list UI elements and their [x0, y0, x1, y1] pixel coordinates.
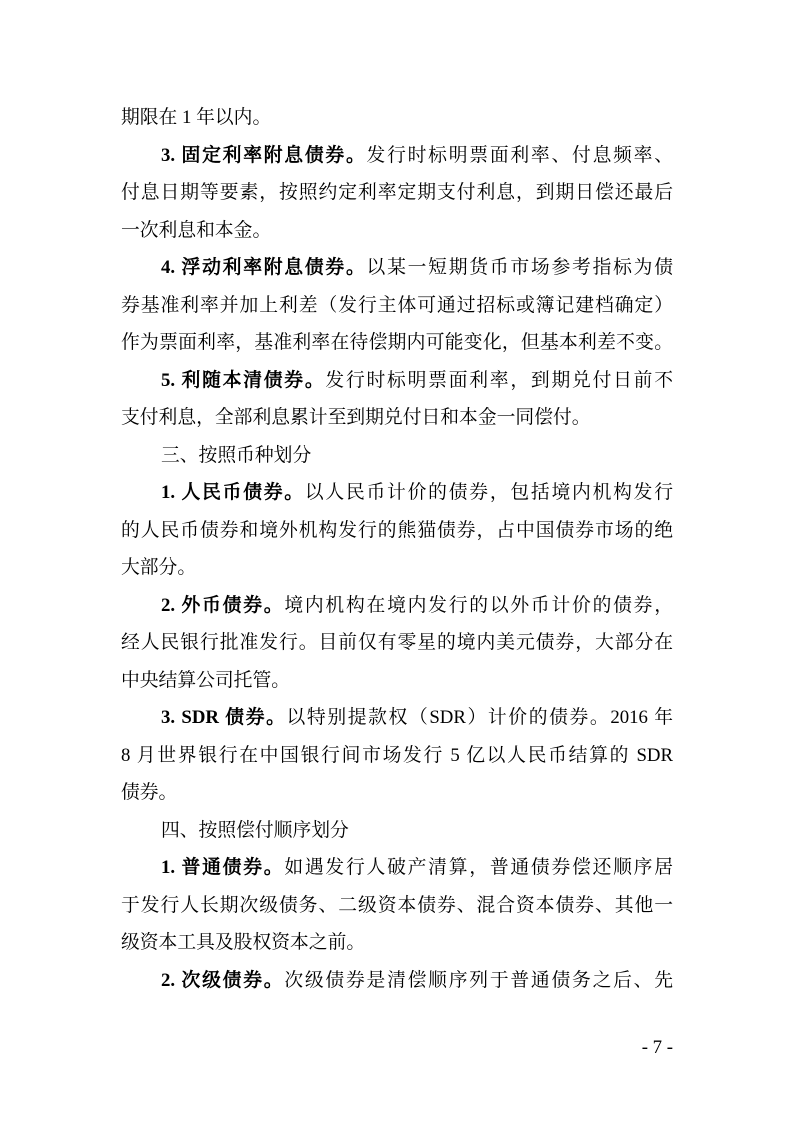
text-line [121, 174, 673, 212]
line-text: 8 月世界银行在中国银行间市场发行 5 亿以人民币结算的 SDR [121, 744, 673, 766]
line-text: 如遇发行人破产清算，普通债券偿还顺序居 [284, 857, 674, 878]
line-text: 境内机构在境内发行的以外币计价的债券， [284, 594, 674, 616]
text-line [121, 137, 673, 175]
section-heading [121, 437, 673, 475]
line-text: 次级债券是清偿顺序列于普通债务之后、先 [284, 969, 674, 991]
text-line [121, 512, 673, 550]
item-heading: 3. SDR 债券。 [161, 707, 287, 728]
item-heading: 1. 普通债券。 [161, 857, 285, 878]
line-text: 支付利息，全部利息累计至到期兑付日和本金一同偿付。 [121, 407, 591, 428]
item-heading: 2. 次级债券。 [161, 969, 285, 991]
line-text: 一次利息和本金。 [121, 219, 272, 241]
text-line [121, 774, 673, 812]
line-text: 券基准利率并加上利差（发行主体可通过招标或簿记建档确定） [121, 294, 673, 316]
text-line [121, 662, 673, 700]
text-line [121, 212, 673, 250]
line-text: 以特别提款权（SDR）计价的债券。2016 年 [286, 707, 673, 728]
page-number: - 7 - [641, 1037, 673, 1058]
text-line [121, 324, 673, 362]
item-heading: 1. 人民币债券。 [161, 482, 305, 503]
text-line [121, 849, 673, 887]
text-line [121, 549, 673, 587]
text-line [121, 624, 673, 662]
line-text: 中央结算公司托管。 [121, 669, 291, 691]
line-text: 以某一短期货币市场参考指标为债 [366, 257, 674, 278]
section-heading [121, 812, 673, 850]
item-heading: 5. 利随本清债券。 [161, 369, 326, 391]
section-heading-text: 四、按照偿付顺序划分 [161, 819, 349, 841]
line-text: 作为票面利率，基准利率在待偿期内可能变化，但基本利差不变。 [121, 332, 673, 353]
text-line [121, 587, 673, 625]
line-text: 发行时标明票面利率，到期兑付日前不 [325, 369, 673, 391]
line-text: 的人民币债券和境外机构发行的熊猫债券，占中国债券市场的绝 [121, 519, 673, 541]
line-text: 以人民币计价的债券，包括境内机构发行 [304, 482, 674, 503]
text-line [121, 737, 673, 775]
text-line [121, 474, 673, 512]
text-line [121, 887, 673, 925]
line-text: 债券。 [121, 782, 178, 803]
line-text: 于发行人长期次级债务、二级资本债券、混合资本债券、其他一 [121, 894, 673, 916]
page-body [121, 99, 673, 999]
item-heading: 2. 外币债券。 [161, 594, 285, 616]
text-line [121, 99, 673, 137]
text-line [121, 249, 673, 287]
line-text: 级资本工具及股权资本之前。 [121, 932, 366, 953]
line-text: 大部分。 [121, 557, 197, 578]
text-line [121, 924, 673, 962]
text-line [121, 962, 673, 1000]
text-line [121, 287, 673, 325]
line-text: 付息日期等要素，按照约定利率定期支付利息，到期日偿还最后 [121, 182, 673, 203]
section-heading-text: 三、按照币种划分 [161, 444, 312, 466]
line-text: 经人民银行批准发行。目前仅有零星的境内美元债券，大部分在 [121, 632, 673, 653]
text-line [121, 399, 673, 437]
line-text: 期限在 1 年以内。 [121, 107, 272, 128]
text-line [121, 362, 673, 400]
text-line [121, 699, 673, 737]
item-heading: 3. 固定利率附息债券。 [161, 144, 367, 166]
item-heading: 4. 浮动利率附息债券。 [161, 257, 367, 278]
line-text: 发行时标明票面利率、付息频率、 [366, 144, 674, 166]
